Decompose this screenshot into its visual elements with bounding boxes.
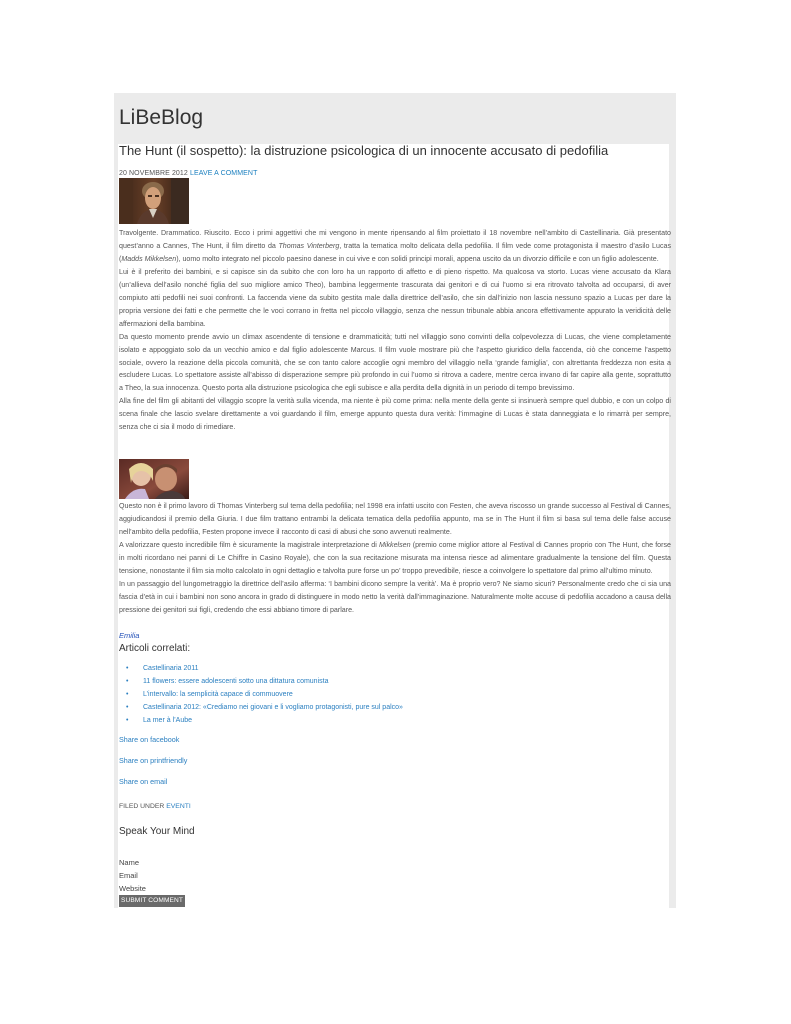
blog-title[interactable]: LiBeBlog — [119, 106, 204, 129]
bullet-icon: • — [126, 678, 129, 685]
related-article-item — [119, 675, 403, 688]
bullet-icon: • — [126, 717, 129, 724]
director-name: Thomas Vinterberg — [278, 241, 340, 250]
website-field-label: Website — [119, 884, 146, 893]
related-article-link[interactable]: Castellinaria 2011 — [143, 665, 199, 672]
comment-form-heading: Speak Your Mind — [119, 826, 195, 837]
post-photo-klara — [119, 459, 189, 499]
article-paragraph: Alla fine del film gli abitanti del villaggio scopre la verità sulla vicenda, ma niente è più come prima: nella mente della gente si insinuerà sempre quel dubbio, e con un colpo di scena finale che lascio svelare direttamente a voi guardando il film, emerge appunto questa dura verità: l’immagine di Lucas è stata danneggiata e lo rimarrà per sempre, senza che ci sia il modo di rimediare. — [119, 397, 671, 432]
filed-under — [119, 803, 191, 810]
related-article-item — [119, 701, 403, 714]
article-paragraph: A valorizzare questo incredibile film è sicuramente la magistrale interpretazione di Mikkelsen (premio come miglior attore al Festival di Cannes proprio con The Hunt, che forse in molti ricordano nei panni di Le Chiffre in Casino Royale), che con la sua recitazione misurata ma intensa riesce ad alimentare gradualmente la tensione del film. Questa tensione, nonostante il film sia molto calcolato in ogni dettaglio e talvolta pure forse un po’ troppo prevedibile, riesce a coinvolgere lo spettatore dal primo all’ultimo minuto. — [119, 540, 671, 575]
related-article-item — [119, 662, 403, 675]
article-paragraph: Questo non è il primo lavoro di Thomas Vinterberg sul tema della pedofilia; nel 1998 era infatti uscito con Festen, che aveva riscosso un grande successo al Festival di Cannes, aggiudicandosi il premio della Giuria. I due film trattano entrambi la delicata tematica della pedofilia appunto, ma se in The Hunt il film si basa sul tema delle false accuse nell’ambito della pedofilia, Festen propone invece il racconto di casi di abusi che sono avvenuti realmente. — [119, 502, 671, 536]
filed-under-label: FILED UNDER — [119, 803, 165, 810]
related-article-link[interactable]: L’intervallo: la semplicità capace di commuovere — [143, 691, 293, 698]
share-printfriendly-link[interactable]: Share on printfriendly — [119, 756, 188, 765]
article-paragraph: Da questo momento prende avvio un climax ascendente di tensione e drammaticità; tutti nel villaggio sono convinti della colpevolezza di Lucas, che viene completamente isolato e appoggiato solo da un vecchio amico e dal figlio adolescente Marcus. Il film vuole mostrare più che l’aspetto giuridico della faccenda, ciò che concerne l’aspetto sociale, ovvero la reazione della piccola comunità, che se con tanto calore accoglie ogni membro del villaggio nella ‘grande famiglia’, con altrettanta freddezza non esita a escludere Lucas. Lo spettatore assiste all’abisso di disperazione sempre più profondo in cui l’uomo si ritrova a cadere, mentre cerca invano di far capire alla gente, soprattutto a Theo, la sua innocenza. Questo porta alla distruzione psicologica che egli subisce e alla perdita della dignità in un periodo di tempo brevissimo. — [119, 332, 671, 393]
article-paragraph: Travolgente. Drammatico. Riuscito. Ecco i primi aggettivi che mi vengono in mente ripensando al film proiettato il 18 novembre nell’ambito di Castellinaria. Già presentato quest’anno a Cannes, The Hunt, il film diretto da Thomas Vinterberg, tratta la tematica molto delicata della pedofilia. Il film vede come protagonista il maestro d’asilo Lucas (Madds Mikkelsen), uomo molto integrato nel piccolo paesino danese in cui vive e con solidi principi morali, appena uscito da un divorzio difficile e con un figlio adolescente. — [119, 229, 671, 263]
post-meta — [119, 170, 257, 177]
article-body-part-2 — [119, 500, 671, 617]
related-article-item — [119, 714, 403, 727]
category-link[interactable]: EVENTI — [166, 803, 191, 810]
actor-surname: Mikkelsen — [379, 540, 411, 549]
share-email-link[interactable]: Share on email — [119, 777, 168, 786]
author-signature: Emilia — [119, 631, 140, 640]
submit-comment-button[interactable]: SUBMIT COMMENT — [119, 895, 185, 907]
bullet-icon: • — [126, 691, 129, 698]
article-body-part-1 — [119, 227, 671, 434]
related-articles-list — [119, 662, 403, 727]
share-facebook-link[interactable]: Share on facebook — [119, 735, 180, 744]
related-articles-heading: Articoli correlati: — [119, 643, 191, 654]
post-photo-lucas — [119, 178, 189, 224]
related-article-link[interactable]: La mer à l’Aube — [143, 717, 193, 724]
actor-name: Madds Mikkelsen — [121, 254, 177, 263]
related-article-item — [119, 688, 403, 701]
email-field-label: Email — [119, 871, 138, 880]
post-date: 20 NOVEMBRE 2012 — [119, 170, 188, 177]
related-article-link[interactable]: 11 flowers: essere adolescenti sotto una dittatura comunista — [143, 678, 329, 685]
bullet-icon: • — [126, 704, 129, 711]
post-title[interactable]: The Hunt (il sospetto): la distruzione psicologica di un innocente accusato di pedofilia — [119, 143, 609, 158]
bullet-icon: • — [126, 665, 129, 672]
article-paragraph: Lui è il preferito dei bambini, e si capisce sin da subito che con loro ha un rapporto di affetto e di pieno rispetto. Ma qualcosa va storto. Lucas viene accusato da Klara (un’allieva dell’asilo nonché figlia del suo migliore amico Theo), bambina leggermente trascurata dai genitori e di cui l’uomo si era ritrovato talvolta ad occuparsi, di aver compiuto atti pedofili nei suoi confronti. La faccenda viene da subito gestita male dalla direttrice dell’asilo, che sin dall’inizio non lascia nessuno spazio a Lucas per dare la propria versione dei fatti e che permette che le voci corrano in fretta nel piccolo villaggio, senza che nessun tribunale abbia ancora effettivamente appurato la veridicità delle affermazioni della bambina. — [119, 267, 671, 328]
related-article-link[interactable]: Castellinaria 2012: «Crediamo nei giovani e li vogliamo protagonisti, pure sul palco» — [143, 704, 403, 711]
article-paragraph: In un passaggio del lungometraggio la direttrice dell’asilo afferma: ‘I bambini dicono sempre la verità’. Ma è proprio vero? Ne siamo sicuri? Personalmente credo che ci sia una fascia d’età in cui i bambini non sono ancora in grado di distinguere in modo netto la verità dall’immaginazione. Naturalmente molte accuse di pedofilia accadono a causa della pressione dei genitori sui figli, credendo che essi abbiano timore di parlare. — [119, 579, 671, 614]
leave-comment-link[interactable]: LEAVE A COMMENT — [189, 170, 258, 177]
name-field-label: Name — [119, 858, 140, 867]
